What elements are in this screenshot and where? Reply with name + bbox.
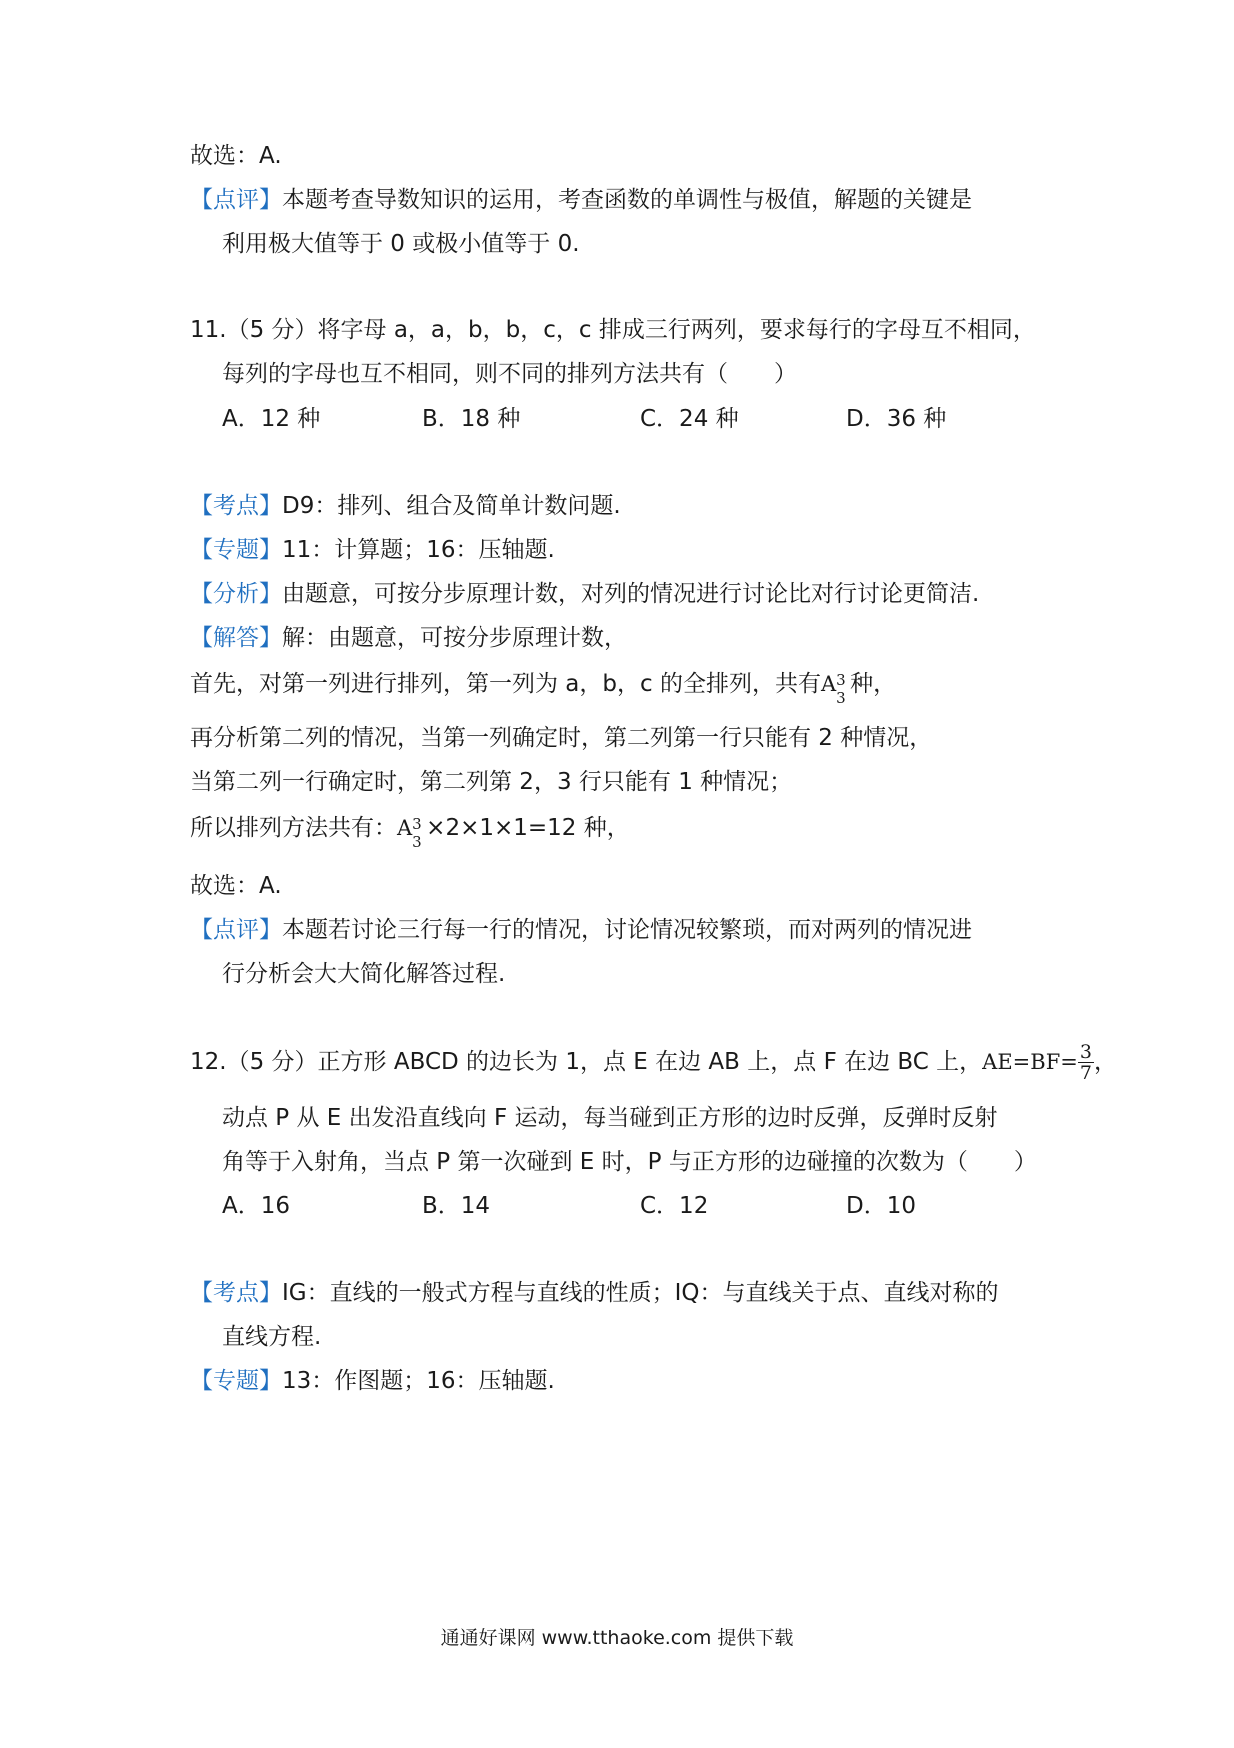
zhuanti-tag: 【 专题 】 xyxy=(190,1368,282,1394)
q11-zhuanti: 【 专题 】 11：计算题；16：压轴题. xyxy=(190,534,555,566)
prev-comment-line-2: 利用极大值等于 0 或极小值等于 0. xyxy=(222,231,580,257)
q12-stem-line-1: 12.（5 分）正方形 ABCD 的边长为 1，点 E 在边 AB 上，点 F 在边 BC 上，AE=BF= $\frac{3}{7}$ ， xyxy=(190,1041,1117,1084)
q11-option-d: D．36 种 xyxy=(846,406,947,432)
q12-stem-line-2: 动点 P 从 E 出发沿直线向 F 运动，每当碰到正方形的边时反弹，反弹时反射 xyxy=(222,1105,998,1131)
q12-zhuanti: 【 专题 】 13：作图题；16：压轴题. xyxy=(190,1365,555,1397)
jieda-tag: 【 解答 】 xyxy=(190,625,282,651)
q11-comment-line-1: 【 点评 】 本题若讨论三行每一行的情况，讨论情况较繁琐，而对两列的情况进 xyxy=(190,914,972,946)
q11-step-4: 所以排列方法共有：A 3 3 ×2×1×1=12 种， xyxy=(190,814,630,851)
permutation-symbol: A xyxy=(397,816,413,840)
ae-bf-expression: AE=BF= xyxy=(982,1050,1078,1074)
q11-step-1: 首先，对第一列进行排列，第一列为 a，b，c 的全排列，共有A 3 3 种， xyxy=(190,670,897,707)
page-footer: 通通好课网 www.tthaoke.com 提供下载 xyxy=(440,1627,794,1649)
kaodian-tag: 【 考点 】 xyxy=(190,1280,282,1306)
q11-stem-line-2: 每列的字母也互不相同，则不同的排列方法共有（ ） xyxy=(222,361,797,387)
q11-jieda: 【 解答 】 解：由题意，可按分步原理计数， xyxy=(190,622,627,654)
q11-option-a: A．12 种 xyxy=(222,406,321,432)
q11-step-2: 再分析第二列的情况，当第一列确定时，第二列第一行只能有 2 种情况， xyxy=(190,725,933,751)
comment-tag: 【 点评 】 xyxy=(190,917,282,943)
prev-answer: 故选：A. xyxy=(190,143,282,169)
kaodian-tag: 【 考点 】 xyxy=(190,493,282,519)
q12-kaodian-line-1: 【 考点 】 IG：直线的一般式方程与直线的性质；IQ：与直线关于点、直线对称的 xyxy=(190,1277,999,1309)
q11-stem-line-1: 11.（5 分）将字母 a，a，b，b，c，c 排成三行两列，要求每行的字母互不相同， xyxy=(190,317,1036,343)
fenxi-tag: 【 分析 】 xyxy=(190,581,282,607)
prev-comment-line-1: 【 点评 】 本题考查导数知识的运用，考查函数的单调性与极值，解题的关键是 xyxy=(190,184,972,216)
q11-comment-line-2: 行分析会大大简化解答过程. xyxy=(222,961,506,987)
q11-step-3: 当第二列一行确定时，第二列第 2，3 行只能有 1 种情况； xyxy=(190,769,793,795)
permutation-symbol: A xyxy=(820,672,837,696)
q11-kaodian: 【 考点 】 D9：排列、组合及简单计数问题. xyxy=(190,490,621,522)
comment-tag: 【 点评 】 xyxy=(190,187,282,213)
q12-option-d: D．10 xyxy=(846,1193,916,1219)
q11-fenxi: 【 分析 】 由题意，可按分步原理计数，对列的情况进行讨论比对行讨论更简洁. xyxy=(190,578,979,610)
fraction: $\frac{3}{7}$ xyxy=(1079,1041,1092,1084)
q11-option-b: B．18 种 xyxy=(422,406,521,432)
q11-option-c: C．24 种 xyxy=(640,406,739,432)
q12-option-c: C．12 xyxy=(640,1193,709,1219)
zhuanti-tag: 【 专题 】 xyxy=(190,537,282,563)
q12-kaodian-line-2: 直线方程. xyxy=(222,1324,322,1350)
q12-option-a: A．16 xyxy=(222,1193,291,1219)
q12-option-b: B．14 xyxy=(422,1193,491,1219)
q11-answer: 故选：A. xyxy=(190,873,282,899)
q12-stem-line-3: 角等于入射角，当点 P 第一次碰到 E 时，P 与正方形的边碰撞的次数为（ ） xyxy=(222,1149,1037,1175)
